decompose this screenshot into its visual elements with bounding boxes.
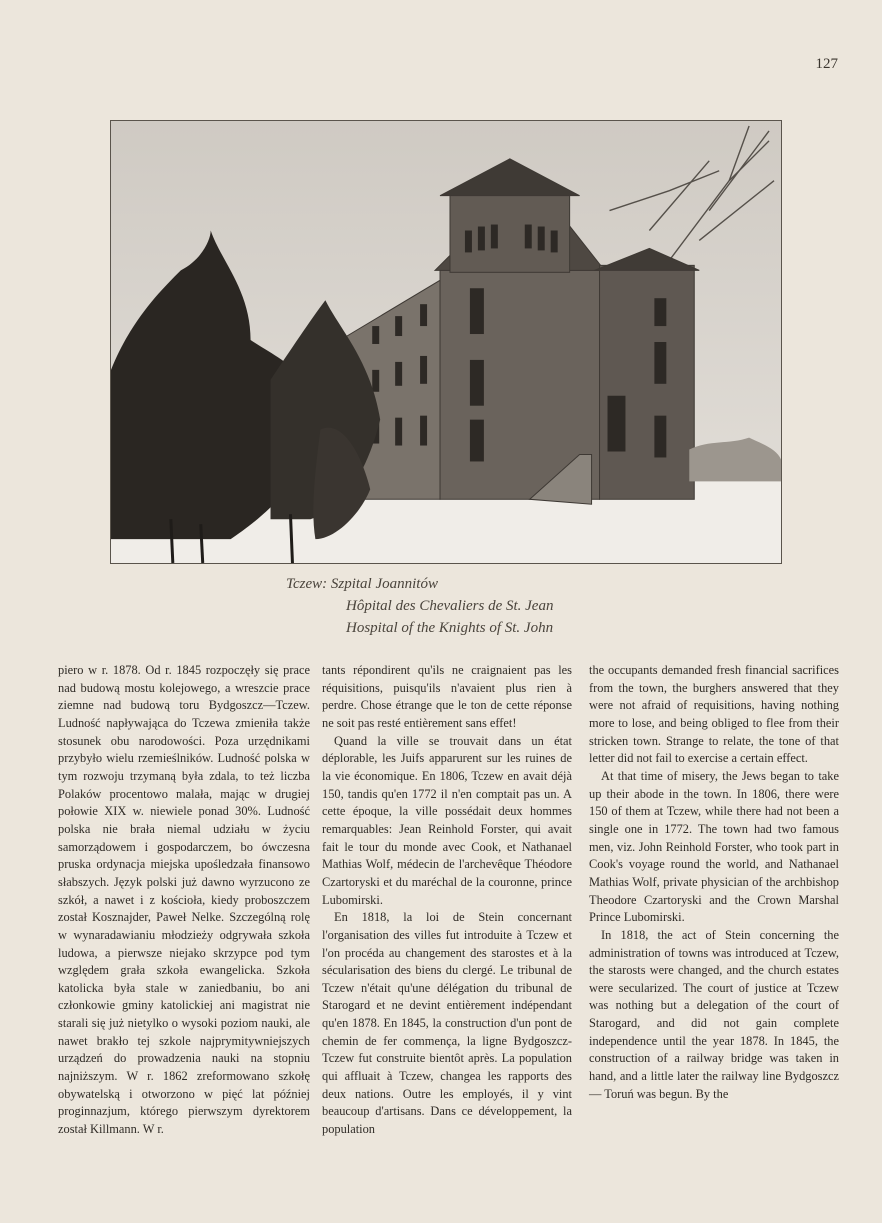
paragraph: piero w r. 1878. Od r. 1845 rozpoczęły się prace nad budową mostu kolejowego, a wreszcie prace ziemne nad budową toru Bydgoszcz—Tczew. Ludność napływająca do Tczewa zmieniła także stosunek obu narodowości. Poza urzędnikami przybyło wielu rzemieślników. Ludność polska w tym rozwoju trzymaną była zdala, to też liczba Polaków procentowo malała, mając w drugiej połowie XIX w. niewiele ponad 30%. Ludność polska nie brała niemal udziału w życiu samorządowem i gospodarczem, bo ówczesna pruska ordynacja miejska upośledzała finansowo słabszych. Język polski już dawno wyrzucono ze szkół, a nawet i z kościoła, kiedy proboszczem został Kosznajder, Paweł Nelke. Szczególną rolę w wynaradawianiu młodzieży odgrywała szkoła ludowa, a pierwsze niejako skrzypce pod tym względem grała szkoła ewangelicka. Szkoła katolicka była stale w zaniedbaniu, bo ani członkowie gminy katolickiej ani magistrat nie starali się już nietylko o wysoki poziom nauki, ale nawet brakło tej szkole najprymitywniejszych urządzeń do prowadzenia nauki na stopniu najniższym. W r. 1862 zreformowano szkołę obywatelską i otworzono w pięć lat później proginnazjum, którego pierwszym dyrektorem został Killmann. W r.: [58, 663, 310, 1137]
caption-english: Hospital of the Knights of St. John: [346, 620, 554, 636]
paragraph: En 1818, la loi de Stein concernant l'organisation des villes fut introduite à Tczew et l'on procéda au changement des starostes et à la sécularisation des biens du clergé. Le tribunal de Tczew n'était qu'une délégation du tribunal de Starogard et ne devint entièrement indépendant qu'en 1878. En 1845, la construction d'un pont de chemin de fer commença, la ligne Bydgoszcz-Tczew fut construite bientôt après. La population qui affluait à Tczew, changea les rapports des deux nations. Outre les employés, il y vint beaucoup d'artisans. Dans ce développement, la population: [322, 910, 572, 1137]
caption-polish: Tczew: Szpital Joannitów: [286, 576, 438, 592]
column-polish: [58, 662, 310, 1139]
paragraph: At that time of misery, the Jews began to take up their abode in the town. In 1806, there were 150 of them at Tczew, while there had not been a single one in 1772. The town had two famous men, viz. John Reinhold Forster, who took part in Cook's voyage round the world, and Nathanael Mathias Wolf, private physician of the archbishop Theodore Czartoryski and the Crown Marshal Prince Lubomirski.: [589, 768, 839, 925]
paragraph: the occupants demanded fresh financial sacrifices from the town, the burghers answered that they were not afraid of requisitions, having nothing more to lose, and being obliged to flee from their stricken town. Strange to relate, the tone of that letter did not fail to exercise a certain effect.: [589, 663, 839, 766]
column-french: [322, 662, 572, 1139]
column-english: [589, 662, 839, 1103]
hospital-photograph: [110, 120, 782, 564]
caption-french: Hôpital des Chevaliers de St. Jean: [346, 598, 554, 614]
paragraph: Quand la ville se trouvait dans un état déplorable, les Juifs apparurent sur les ruines de la vie économique. En 1806, Tczew en avait déjà 150, tandis qu'en 1772 il n'en comptait pas un. A cette époque, la ville possédait deux hommes remarquables: Jean Reinhold Forster, qui avait fait le tour du monde avec Cook, et Nathanael Mathias Wolf, médecin de l'archevêque Théodore Czartoryski et du maréchal de la couronne, prince Lubomirski.: [322, 733, 572, 907]
paragraph: tants répondirent qu'ils ne craignaient pas les réquisitions, puisqu'ils n'avaient plus rien à perdre. Chose étrange que le ton de cette réponse ne soit pas resté entièrement sans effet!: [322, 663, 572, 730]
page-number: 127: [815, 56, 838, 72]
photo-illustration: [111, 121, 781, 563]
paragraph: In 1818, the act of Stein concerning the administration of towns was introduced at Tczew, the starosts were changed, and the church estates were secularized. The court of justice at Tczew was nothing but a delegation of the court of Starogard, and did not gain complete independence until the year 1878. In 1845, the construction of a railway bridge was taken in hand, and a little later the railway line Bydgoszcz — Toruń was begun. By the: [589, 927, 839, 1101]
